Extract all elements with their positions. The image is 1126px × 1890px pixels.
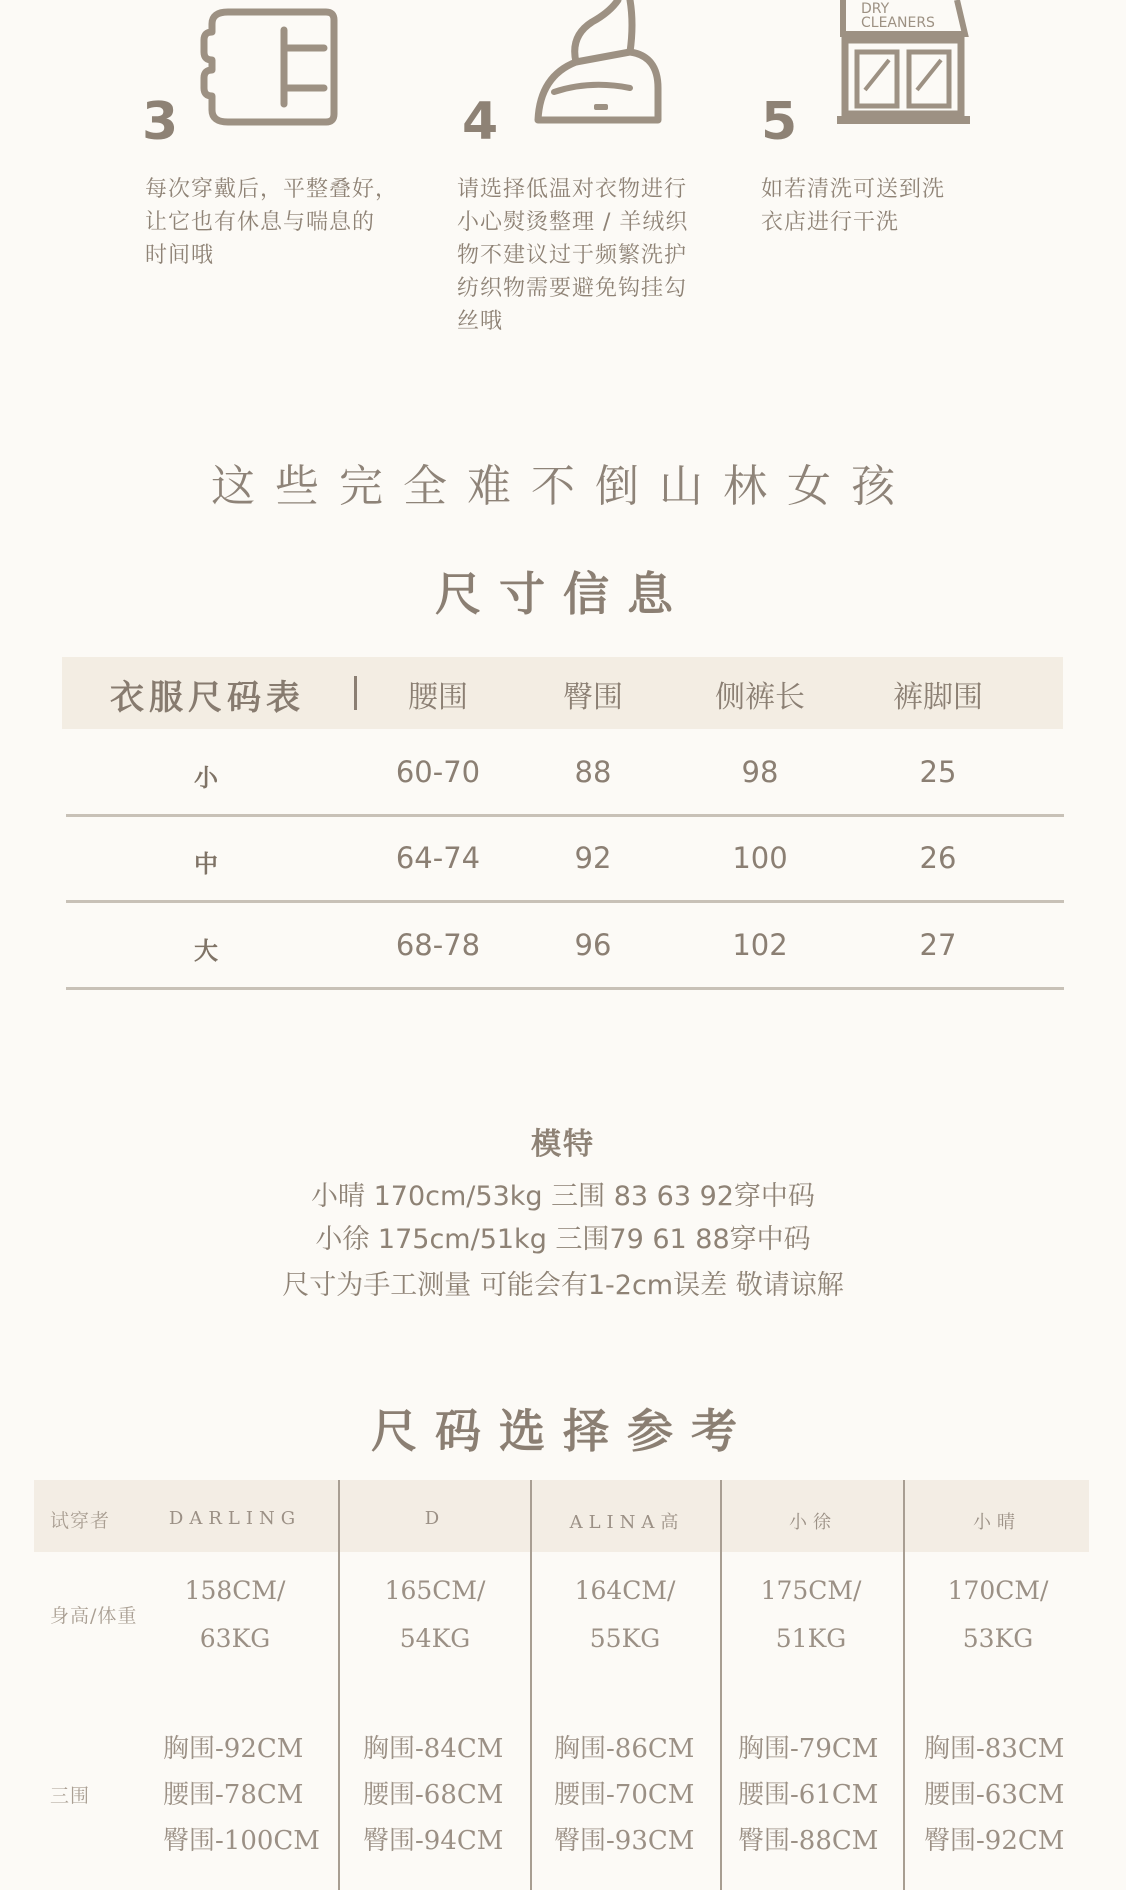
measurements-cell: [141, 1726, 343, 1864]
person-name: DARLING: [168, 1508, 302, 1529]
header-divider: [354, 676, 357, 710]
waist-value: 腰围-61CM: [738, 1780, 879, 1810]
row-label-measurements: 三围: [50, 1785, 91, 1807]
table-cell: 98: [741, 755, 779, 789]
step-line: 如若清洗可送到洗: [761, 177, 946, 202]
row-label-height-weight: 身高/体重: [50, 1605, 138, 1627]
ironing-icon: [530, 0, 665, 128]
weight-value: 63KG: [199, 1624, 271, 1653]
measurements-cell: [720, 1726, 904, 1864]
hip-value: 臀围-94CM: [363, 1826, 504, 1856]
table-cell: 96: [574, 928, 612, 962]
size-table-title: 衣服尺码表: [110, 678, 305, 718]
table-cell: 102: [732, 928, 788, 962]
step-line: 衣店进行干洗: [761, 210, 900, 235]
folded-clothes-icon: [198, 4, 338, 126]
size-label: 中: [194, 849, 218, 878]
person-name: 小徐: [789, 1512, 837, 1533]
bust-value: 胸围-86CM: [554, 1734, 695, 1764]
bust-value: 胸围-83CM: [924, 1734, 1065, 1764]
table-cell: 64-74: [395, 841, 481, 875]
waist-value: 腰围-63CM: [924, 1780, 1065, 1810]
bust-value: 胸围-92CM: [163, 1734, 304, 1764]
step-description: [145, 173, 425, 272]
step-line: 物不建议过于频繁洗护: [457, 243, 688, 268]
person-name: D: [424, 1508, 446, 1529]
person-name: 小晴: [973, 1512, 1021, 1533]
model-info-title: 模特: [531, 1127, 595, 1162]
height-weight-cell: [140, 1567, 330, 1663]
model-info-line: 小徐 175cm/51kg 三围79 61 88穿中码: [315, 1224, 811, 1255]
icon-text-line: CLEANERS: [861, 15, 935, 31]
column-header: 侧裤长: [715, 680, 805, 715]
step-line: 丝哦: [457, 309, 504, 334]
dry-cleaners-icon: [837, 0, 970, 126]
table-cell: 25: [919, 755, 957, 789]
waist-value: 腰围-78CM: [163, 1780, 304, 1810]
waist-value: 腰围-70CM: [554, 1780, 695, 1810]
height-value: 165CM/: [384, 1576, 486, 1605]
height-weight-cell: [903, 1567, 1093, 1663]
waist-value: 腰围-68CM: [363, 1780, 504, 1810]
hip-value: 臀围-93CM: [554, 1826, 695, 1856]
height-value: 164CM/: [574, 1576, 676, 1605]
table-cell: 60-70: [395, 755, 481, 789]
weight-value: 55KG: [589, 1624, 661, 1653]
row-divider: [66, 900, 1064, 903]
step-description: [761, 173, 1021, 239]
height-value: 158CM/: [184, 1576, 286, 1605]
model-info-line: 尺寸为手工测量 可能会有1-2cm误差 敬请谅解: [282, 1270, 844, 1301]
column-header: 臀围: [563, 680, 623, 715]
step-number: 4: [462, 92, 499, 152]
column-header: 腰围: [408, 680, 468, 715]
slogan: 这些完全难不倒山林女孩: [211, 461, 915, 512]
height-weight-cell: [716, 1567, 906, 1663]
row-divider: [66, 987, 1064, 990]
bust-value: 胸围-79CM: [738, 1734, 879, 1764]
hip-value: 臀围-100CM: [163, 1826, 320, 1856]
measurements-cell: [906, 1726, 1090, 1864]
step-line: 让它也有休息与喘息的: [145, 210, 376, 235]
step-number: 5: [761, 92, 798, 152]
bust-value: 胸围-84CM: [363, 1734, 504, 1764]
column-header: 裤脚围: [893, 680, 983, 715]
measurements-cell: [343, 1726, 533, 1864]
height-value: 170CM/: [947, 1576, 1049, 1605]
measurements-cell: [534, 1726, 724, 1864]
reference-section-title: 尺码选择参考: [371, 1404, 755, 1458]
step-line: 请选择低温对衣物进行: [457, 177, 688, 202]
model-info-line: 小晴 170cm/53kg 三围 83 63 92穿中码: [311, 1181, 815, 1212]
height-weight-cell: [340, 1567, 530, 1663]
person-name: ALINA高: [569, 1512, 685, 1533]
weight-value: 53KG: [962, 1624, 1034, 1653]
step-line: 小心熨烫整理 / 羊绒织: [457, 210, 689, 235]
size-section-title: 尺寸信息: [435, 567, 691, 621]
step-line: 每次穿戴后，平整叠好，: [145, 177, 399, 202]
row-divider: [66, 814, 1064, 817]
hip-value: 臀围-88CM: [738, 1826, 879, 1856]
hip-value: 臀围-92CM: [924, 1826, 1065, 1856]
header-label: 试穿者: [50, 1510, 111, 1532]
table-cell: 68-78: [395, 928, 481, 962]
dry-cleaners-icon-text: [861, 2, 935, 30]
height-weight-cell: [530, 1567, 720, 1663]
table-cell: 92: [574, 841, 612, 875]
table-cell: 100: [732, 841, 788, 875]
weight-value: 54KG: [399, 1624, 471, 1653]
size-label: 小: [194, 763, 218, 792]
table-cell: 88: [574, 755, 612, 789]
height-value: 175CM/: [760, 1576, 862, 1605]
weight-value: 51KG: [775, 1624, 847, 1653]
icon-text-line: DRY: [861, 1, 890, 17]
table-cell: 27: [919, 928, 957, 962]
size-label: 大: [194, 936, 218, 965]
step-description: [457, 173, 747, 338]
step-line: 时间哦: [145, 243, 215, 268]
step-line: 纺织物需要避免钩挂勾: [457, 276, 688, 301]
step-number: 3: [142, 92, 179, 152]
table-cell: 26: [919, 841, 957, 875]
